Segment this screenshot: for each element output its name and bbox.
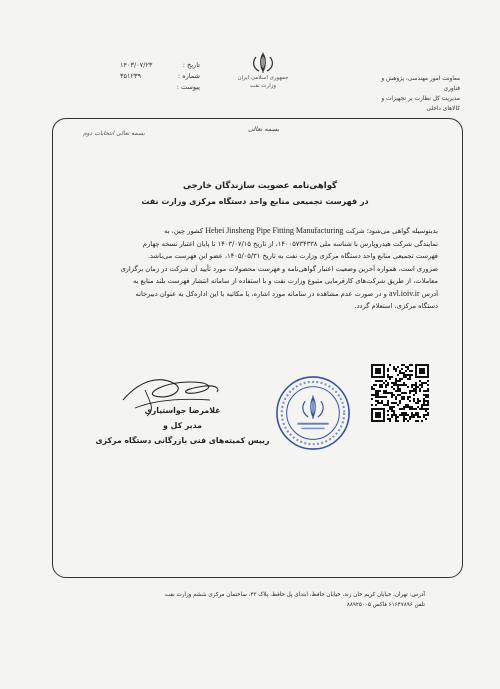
department-block [365, 74, 460, 114]
body-line-4: ضروری است، همواره آخرین وضعیت اعتبار گواهی‌نامه و فهرست محصولات مورد تأیید آن شرکت در زمان برگزاری [120, 264, 438, 273]
qr-code [371, 364, 429, 422]
official-stamp [274, 374, 352, 452]
attachment-row [120, 82, 200, 93]
signer-block [90, 403, 275, 448]
signer-name: غلامرضا جواستیاری [144, 406, 221, 415]
footer-contact-line: تلفن ۶۱۶۴۷۸۹۶ فاکس ۸۸۹۲۵۰۰۵ [346, 602, 425, 608]
emblem-caption-ministry: وزارت نفت [249, 83, 277, 89]
attachment-label: پیوست : [176, 83, 200, 91]
website-link[interactable]: avl.ioiv.ir [389, 288, 420, 298]
department-line-1: معاونت امور مهندسی، پژوهش و فناوری [381, 76, 460, 92]
iran-emblem-icon [250, 52, 276, 74]
number-value: ۳۵۱۲۳۹ [120, 72, 141, 80]
footer-address [95, 590, 425, 610]
body-line-1: بدینوسیله گواهی می‌شود؛ شرکت Hebei Jinsheng Pipe Fitting Manufacturing کشور چین، به [164, 226, 438, 235]
date-row [120, 60, 200, 71]
stamp-emblem-icon [303, 395, 323, 418]
certificate-subtitle: در فهرست تجمیعی منابع واحد دستگاه مرکزی وزارت نفت [141, 197, 369, 206]
date-value: ۱۴۰۳/۰۷/۲۳ [120, 61, 153, 69]
emblem-caption-country: جمهوری اسلامی ایران [237, 75, 289, 81]
department-line-2: مدیریت کل نظارت بر تجهیزات و کالاهای داخلی [381, 96, 460, 112]
handwritten-note-left: بسمه تعالی انتخابات دوم [83, 130, 145, 137]
number-row [120, 71, 200, 82]
certificate-body [83, 225, 438, 313]
handwritten-note-center: بسمه تعالی [248, 125, 280, 133]
company-name: Hebei Jinsheng Pipe Fitting Manufacturing [205, 226, 344, 235]
date-label: تاریخ : [182, 61, 200, 69]
footer-address-line: آدرس: تهران، خیابان کریم خان زند، خیابان حافظ، ابتدای پل حافظ، پلاک ۴۳، ساختمان مرکزی ششم وزارت نفت [164, 592, 425, 598]
body-line-5: معاملات، از طریق شرکت‌های کارفرمایی متبوع وزارت نفت و با استفاده از سامانه انتشار فهرست بلند منابع به [132, 277, 438, 285]
document-meta [120, 60, 200, 93]
certificate-title: گواهی‌نامه عضویت سازندگان خارجی [183, 181, 337, 191]
body-line-6: آدرس avl.ioiv.ir و در صورت عدم مشاهده در سامانه مورد اشاره، با مکاتبه با این اداره‌کل به عنوان دبیرخانه [135, 288, 438, 298]
number-label: شماره : [178, 72, 200, 80]
body-line-7: دستگاه مرکزی، استعلام گردد. [354, 302, 438, 310]
signer-title: رییس کمیته‌های فنی بازرگانی دستگاه مرکزی [95, 436, 270, 445]
body-line-3: فهرست تجمیعی منابع واحد دستگاه مرکزی وزارت نفت به تاریخ ۱۴۰۵/۰۵/۳۱، عضو این فهرست می‌باشد. [147, 252, 438, 260]
emblem-block [233, 52, 293, 90]
body-line-2: نمایندگی شرکت هیدروپارس با شناسه ملی ۱۴۰۰۵۷۳۴۳۳۸، از تاریخ ۱۴۰۳/۰۷/۱۵ تا پایان اعتبار نسخه چهارم [142, 239, 438, 248]
signer-role: مدیر کل و [163, 421, 202, 430]
